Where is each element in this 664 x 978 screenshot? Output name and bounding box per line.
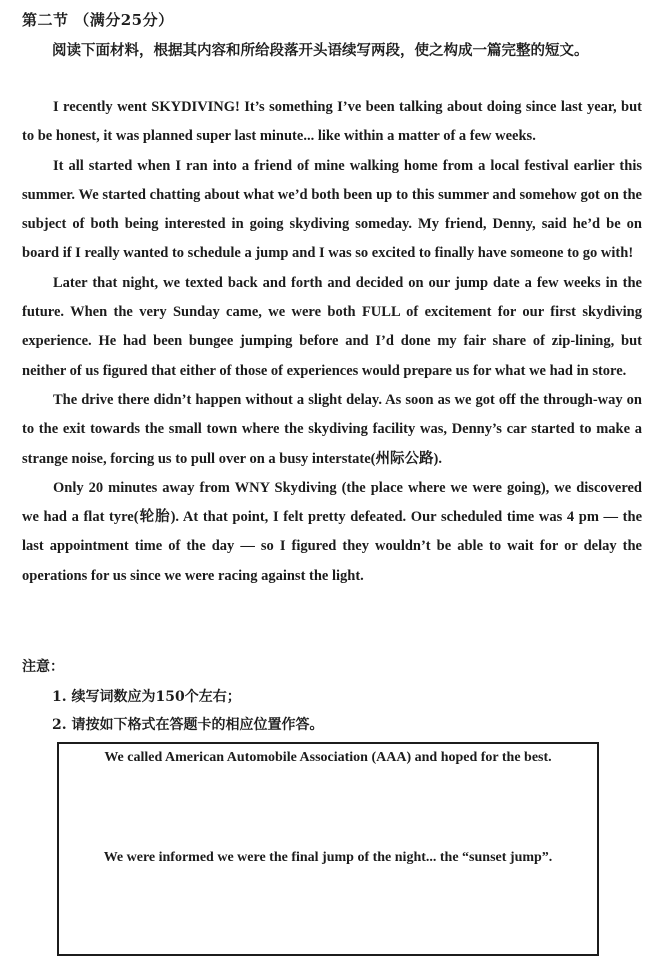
passage-paragraph: The drive there didn’t happen without a slight delay. As soon as we got off the through-way on to the exit towards the small town where the skydiving facility was, Denny’s car started to make a strange noise, forcing us to pull over on a busy interstate(州际公路). xyxy=(22,391,642,467)
answer-box xyxy=(57,742,599,956)
passage-paragraph: I recently went SKYDIVING! It’s something I’ve been talking about doing since last year, but to be honest, it was planned super last minute... like within a matter of a few weeks. xyxy=(22,99,642,145)
passage-paragraph: It all started when I ran into a friend of mine walking home from a local festival earlier this summer. We started chatting about what we’d both been up to this summer and somehow got on the subject of both being interested in going skydiving someday. My friend, Denny, said he’d be on board if I really wanted to schedule a jump and I was so excited to finally have someone to go with! xyxy=(22,157,642,262)
task-instruction: 阅读下面材料，根据其内容和所给段落开头语续写两段，使之构成一篇完整的短文。 xyxy=(52,42,589,59)
paragraph-opening-2: We were informed we were the final jump of the night... the “sunset jump”. xyxy=(103,850,553,865)
note-item: 2. 请按如下格式在答题卡的相应位置作答。 xyxy=(52,717,324,733)
passage-paragraph: Later that night, we texted back and forth and decided on our jump date a few weeks in the future. When the very Sunday came, we were both FULL of excitement for our first skydiving experience. He had been bungee jumping before and I’d done my fair share of zip-lining, but neither of us figured that either of those of experiences would prepare us for what we had in store. xyxy=(22,274,642,379)
passage-paragraph: Only 20 minutes away from WNY Skydiving (the place where we were going), we discovered we had a flat tyre(轮胎). At that point, I felt pretty defeated. Our scheduled time was 4 pm — the last appointment time of the day — so I figured they wouldn’t be able to wait for or delay the operations for us since we were racing against the light. xyxy=(22,479,642,584)
section-title: 第二节 （满分25分） xyxy=(22,11,174,29)
note-item: 1. 续写词数应为150个左右； xyxy=(52,689,241,705)
paragraph-opening-1: We called American Automobile Association (AAA) and hoped for the best. xyxy=(104,750,552,765)
notes-label: 注意： xyxy=(22,659,64,675)
reading-passage xyxy=(22,93,642,591)
